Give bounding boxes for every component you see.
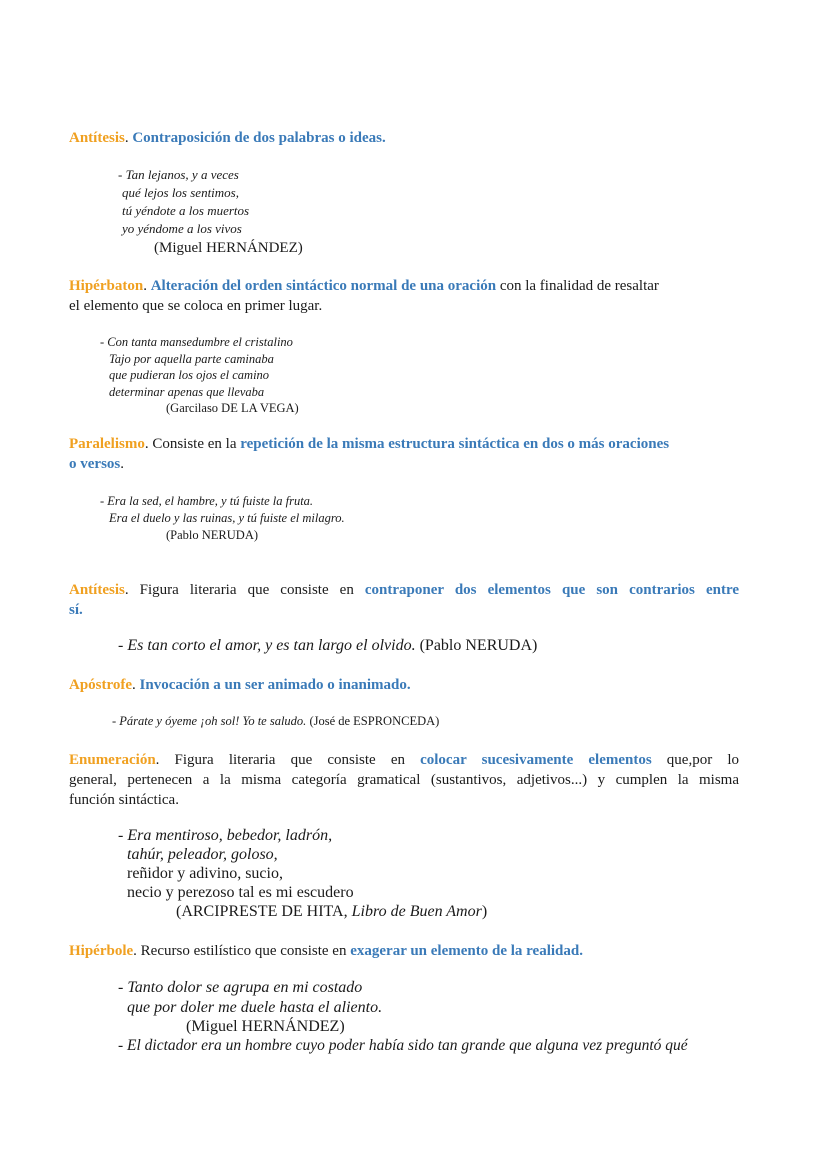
author: (Pablo NERUDA) xyxy=(166,528,259,542)
verses-enumeracion xyxy=(118,826,618,921)
body-line: general, pertenecen a la misma categoría gramatical (sustantivos, adjetivos...) y cumplen la misma xyxy=(69,772,739,788)
author: (Miguel HERNÁNDEZ) xyxy=(154,240,303,256)
verse-line: yo yéndome a los vivos xyxy=(122,221,242,236)
heading-line: Enumeración. Figura literaria que consiste en colocar sucesivamente elementos que,por lo xyxy=(69,752,740,768)
verses-hiperbaton xyxy=(100,334,500,417)
definition-rest: con la finalidad de resaltar xyxy=(496,278,659,294)
definition: exagerar un elemento de la realidad. xyxy=(350,943,583,959)
author-close: ) xyxy=(481,903,488,920)
verse-line: reñidor y adivino, sucio, xyxy=(127,865,283,882)
section-hiperbaton xyxy=(69,276,739,316)
author: (Garcilaso DE LA VEGA) xyxy=(166,401,299,415)
section-enumeracion xyxy=(69,750,739,810)
author: (José de ESPRONCEDA) xyxy=(309,714,440,728)
book-title: Libro de Buen Amor xyxy=(351,903,482,920)
verse-line: - Tan lejanos, y a veces xyxy=(118,167,239,182)
author-name: (ARCIPRESTE DE HITA, xyxy=(176,903,352,920)
verse-line: - Era mentiroso, bebedor, ladrón, xyxy=(118,827,333,844)
body-line xyxy=(69,600,739,620)
author: (Miguel HERNÁNDEZ) xyxy=(186,1018,345,1035)
section-antitesis-1 xyxy=(69,128,739,148)
author: (Pablo NERUDA) xyxy=(419,637,538,654)
definition: Contraposición de dos palabras o ideas. xyxy=(132,130,386,146)
author xyxy=(118,902,618,921)
intro-text: Figura literaria que consiste en xyxy=(159,752,421,768)
example-line: - El dictador era un hombre cuyo poder había sido tan grande que alguna vez preguntó qué xyxy=(118,1037,688,1054)
intro-text: Recurso estilístico que consiste en xyxy=(136,943,351,959)
intro-text: Consiste en la xyxy=(148,436,241,452)
quote: - Párate y óyeme ¡oh sol! Yo te saludo. xyxy=(112,714,307,728)
verse-line: determinar apenas que llevaba xyxy=(109,384,265,399)
verse-line: - Con tanta mansedumbre el cristalino xyxy=(100,335,293,349)
verse-line: tahúr, peleador, goloso, xyxy=(127,846,278,863)
definition-cont: o versos xyxy=(69,456,121,472)
section-apostrofe xyxy=(69,675,739,695)
definition-cont: sí. xyxy=(69,602,83,618)
term-hiperbaton: Hipérbaton xyxy=(69,278,144,294)
verse-line: que pudieran los ojos el camino xyxy=(109,368,270,382)
heading-line: Apóstrofe. Invocación a un ser animado o inanimado. xyxy=(69,677,411,693)
definition: repetición de la misma estructura sintáctica en dos o más oraciones xyxy=(240,436,670,452)
heading-line: Antítesis. Contraposición de dos palabras o ideas. xyxy=(69,130,386,146)
definition: colocar sucesivamente elementos xyxy=(420,752,652,768)
verses-antitesis-1 xyxy=(118,166,518,257)
term-enumeracion: Enumeración xyxy=(69,752,156,768)
verse-line: qué lejos los sentimos, xyxy=(122,185,239,200)
heading-line: Hipérbole. Recurso estilístico que consiste en exagerar un elemento de la realidad. xyxy=(69,943,583,959)
examples-hiperbole xyxy=(118,978,738,1056)
verse-line: - Tanto dolor se agrupa en mi costado xyxy=(118,979,363,996)
section-paralelismo xyxy=(69,434,739,474)
body-line: el elemento que se coloca en primer lugar. xyxy=(69,298,323,314)
term-apostrofe: Apóstrofe xyxy=(69,677,133,693)
quote-line xyxy=(112,713,612,730)
body-line: función sintáctica. xyxy=(69,792,179,808)
heading-line: Hipérbaton. Alteración del orden sintáctico normal de una oración con la finalidad de resaltar xyxy=(69,278,659,294)
heading-line: Antítesis. Figura literaria que consiste en contraponer dos elementos que son contrarios entre xyxy=(69,582,739,598)
term-paralelismo: Paralelismo xyxy=(69,436,145,452)
quote-line xyxy=(118,636,718,656)
verse-line: tú yéndote a los muertos xyxy=(122,203,250,218)
definition-rest: que,por lo xyxy=(651,752,740,768)
section-antitesis-2 xyxy=(69,580,739,620)
intro-text: Figura literaria que consiste en xyxy=(128,582,365,598)
verse-line: Tajo por aquella parte caminaba xyxy=(109,351,274,366)
verse-line: - Era la sed, el hambre, y tú fuiste la fruta. xyxy=(100,494,314,508)
definition: Invocación a un ser animado o inanimado. xyxy=(139,677,411,693)
definition: Alteración del orden sintáctico normal de una oración xyxy=(150,278,497,294)
definition: contraponer dos elementos que son contrarios entre xyxy=(364,582,739,598)
section-hiperbole xyxy=(69,941,739,961)
term-hiperbole: Hipérbole xyxy=(69,943,134,959)
verse-line: necio y perezoso tal es mi escudero xyxy=(127,884,354,901)
verse-line: que por doler me duele hasta el aliento. xyxy=(127,999,383,1016)
example-antitesis-2 xyxy=(118,636,718,656)
body-line: o versos. xyxy=(69,456,124,472)
verses-paralelismo xyxy=(100,493,500,544)
term-antitesis: Antítesis xyxy=(69,582,125,598)
verse-line: Era el duelo y las ruinas, y tú fuiste el milagro. xyxy=(109,511,345,525)
example-apostrofe xyxy=(112,713,612,730)
heading-line: Paralelismo. Consiste en la repetición de la misma estructura sintáctica en dos o más oraciones xyxy=(69,436,670,452)
term-antitesis: Antítesis xyxy=(69,130,125,146)
quote: - Es tan corto el amor, y es tan largo el olvido. xyxy=(118,637,416,654)
